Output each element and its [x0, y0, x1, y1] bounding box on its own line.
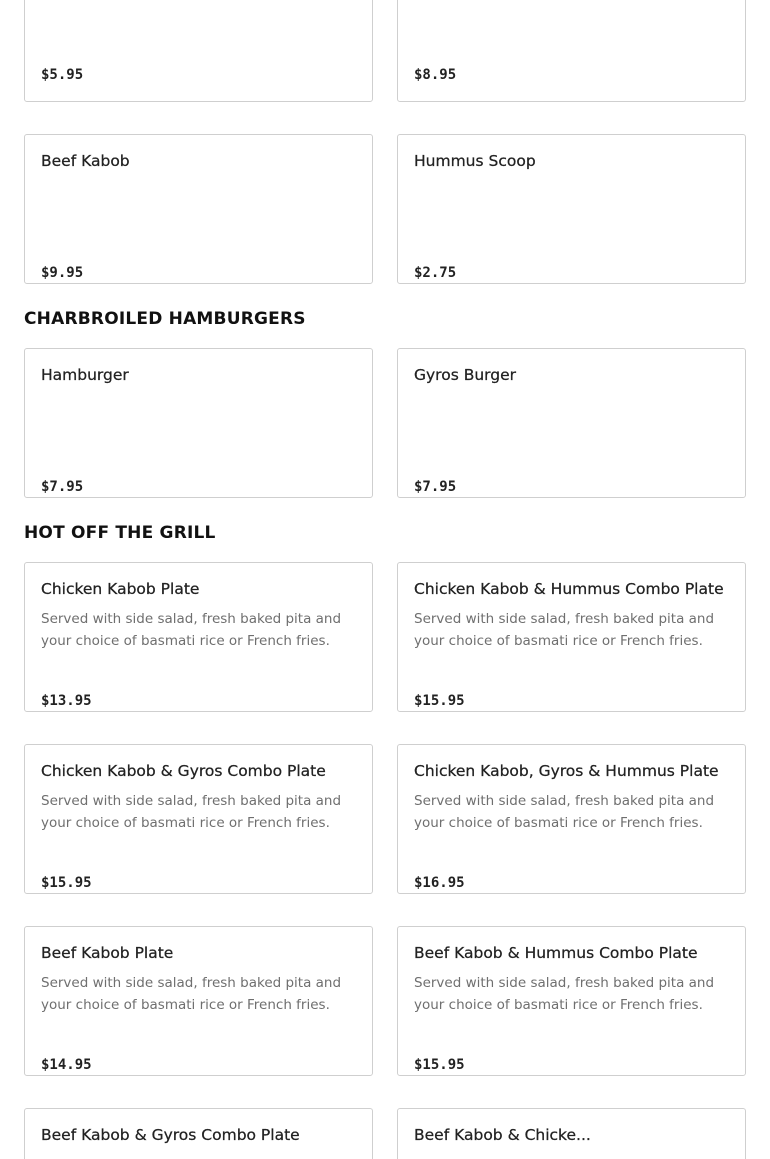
- item-price: $9.95: [41, 265, 84, 281]
- item-description: Served with side salad, fresh baked pita and your choice of basmati rice or French fries.: [41, 611, 342, 649]
- menu-item-card[interactable]: [397, 348, 746, 498]
- menu-item-card[interactable]: [397, 134, 746, 284]
- item-price: $2.75: [414, 265, 457, 281]
- section-title: HOT OFF THE GRILL: [24, 523, 216, 543]
- item-description: Served with side salad, fresh baked pita and your choice of basmati rice or French fries.: [414, 793, 715, 831]
- item-name: Chicken Kabob & Gyros Combo Plate: [41, 762, 326, 780]
- item-name: Beef Kabob Plate: [41, 944, 174, 962]
- menu-item-card[interactable]: [24, 1108, 373, 1159]
- menu-item-card[interactable]: [24, 134, 373, 284]
- menu-item-card[interactable]: [397, 926, 746, 1076]
- item-price: $13.95: [41, 693, 92, 709]
- item-name: Beef Kabob & Hummus Combo Plate: [414, 944, 698, 962]
- item-name: Chicken Kabob & Hummus Combo Plate: [414, 580, 724, 598]
- item-description: Served with side salad, fresh baked pita and your choice of basmati rice or French fries.: [414, 975, 715, 1013]
- menu-item-card[interactable]: [397, 562, 746, 712]
- item-price: $16.95: [414, 875, 465, 891]
- item-name: Beef Kabob & Gyros Combo Plate: [41, 1126, 300, 1144]
- item-name: Hummus Scoop: [414, 152, 536, 170]
- item-price: $7.95: [41, 479, 84, 495]
- item-name: Beef Kabob & Chicke...: [414, 1126, 591, 1144]
- menu-item-card[interactable]: [24, 744, 373, 894]
- item-price: $15.95: [414, 1057, 465, 1073]
- section-title: CHARBROILED HAMBURGERS: [24, 309, 306, 329]
- item-name: Gyros Burger: [414, 366, 517, 384]
- menu-item-card[interactable]: [24, 562, 373, 712]
- item-price: $8.95: [414, 67, 457, 83]
- item-description: Served with side salad, fresh baked pita and your choice of basmati rice or French fries.: [41, 975, 342, 1013]
- menu-item-card[interactable]: [397, 1108, 746, 1159]
- menu-item-card[interactable]: [397, 744, 746, 894]
- menu-item-card[interactable]: [397, 0, 746, 102]
- item-price: $7.95: [414, 479, 457, 495]
- item-price: $15.95: [41, 875, 92, 891]
- item-name: Chicken Kabob, Gyros & Hummus Plate: [414, 762, 719, 780]
- menu-item-card[interactable]: [24, 0, 373, 102]
- item-price: $5.95: [41, 67, 84, 83]
- item-name: Beef Kabob: [41, 152, 130, 170]
- menu-item-card[interactable]: [24, 348, 373, 498]
- item-name: Chicken Kabob Plate: [41, 580, 200, 598]
- item-price: $14.95: [41, 1057, 92, 1073]
- item-name: Hamburger: [41, 366, 129, 384]
- item-price: $15.95: [414, 693, 465, 709]
- menu-item-card[interactable]: [24, 926, 373, 1076]
- item-description: Served with side salad, fresh baked pita and your choice of basmati rice or French fries.: [414, 611, 715, 649]
- item-description: Served with side salad, fresh baked pita and your choice of basmati rice or French fries.: [41, 793, 342, 831]
